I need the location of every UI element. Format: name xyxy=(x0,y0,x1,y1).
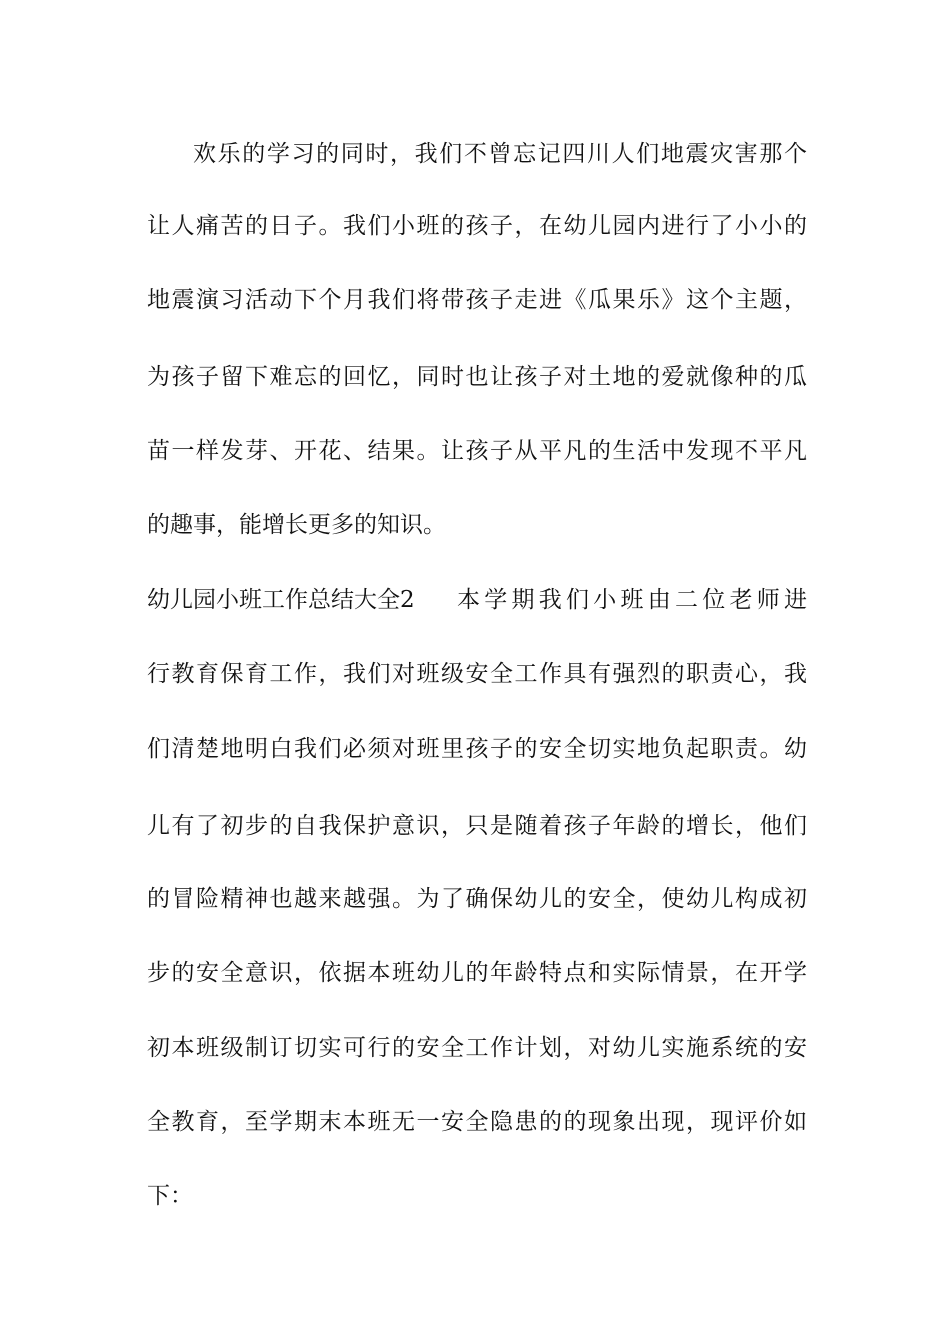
section-2-line-6: 步的安全意识，依据本班幼儿的年龄特点和实际情景，在开学 xyxy=(147,960,807,986)
section-2-first-line xyxy=(147,585,807,615)
section-2-line-2: 行教育保育工作，我们对班级安全工作具有强烈的职责心，我 xyxy=(147,661,807,687)
paragraph-1-line-2: 让人痛苦的日子。我们小班的孩子，在幼儿园内进行了小小的 xyxy=(147,213,807,239)
paragraph-1-line-1: 欢乐的学习的同时，我们不曾忘记四川人们地震灾害那个 xyxy=(193,141,807,167)
paragraph-1-line-5: 苗一样发芽、开花、结果。让孩子从平凡的生活中发现不平凡 xyxy=(147,438,807,464)
section-2-line-3: 们清楚地明白我们必须对班里孩子的安全切实地负起职责。幼 xyxy=(147,736,807,762)
paragraph-1-line-3: 地震演习活动下个月我们将带孩子走进《瓜果乐》这个主题， xyxy=(147,287,807,313)
section-2-line-5: 的冒险精神也越来越强。为了确保幼儿的安全，使幼儿构成初 xyxy=(147,886,807,912)
section-2-line-4: 儿有了初步的自我保护意识，只是随着孩子年龄的增长，他们 xyxy=(147,813,807,839)
section-2-line-9: 下： xyxy=(147,1183,193,1209)
section-2-line-1-rest: 本学期我们小班由二位老师进 xyxy=(457,587,807,613)
section-heading: 幼儿园小班工作总结大全2 xyxy=(147,587,415,613)
section-2-line-8: 全教育，至学期末本班无一安全隐患的的现象出现，现评价如 xyxy=(147,1109,807,1135)
section-2-line-7: 初本班级制订切实可行的安全工作计划，对幼儿实施系统的安 xyxy=(147,1035,807,1061)
paragraph-1-line-4: 为孩子留下难忘的回忆，同时也让孩子对土地的爱就像种的瓜 xyxy=(147,364,807,390)
paragraph-1-line-6: 的趣事，能增长更多的知识。 xyxy=(147,512,446,538)
